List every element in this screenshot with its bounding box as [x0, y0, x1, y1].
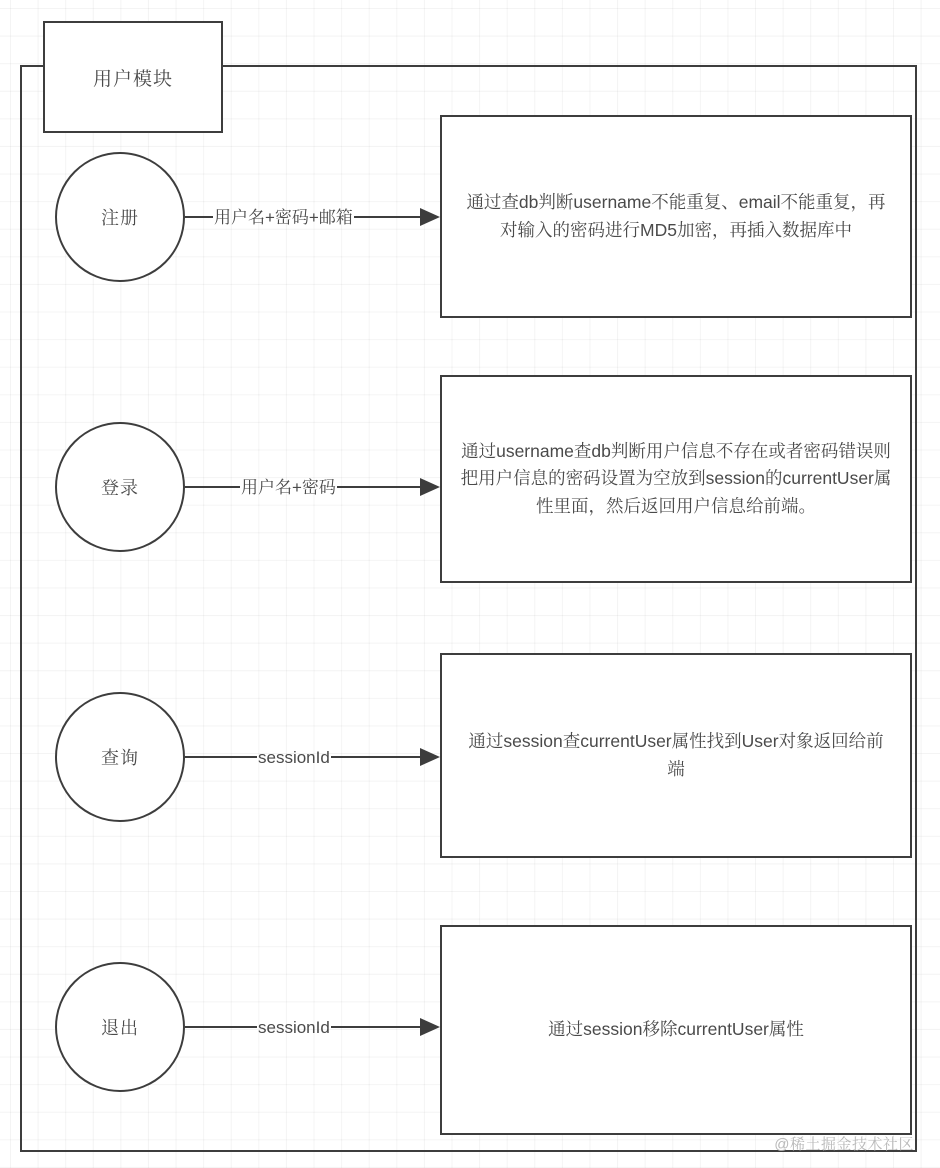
- connector-logout-label: sessionId: [258, 1017, 330, 1037]
- arrowhead-icon: [420, 478, 440, 496]
- node-query[interactable]: [55, 692, 185, 822]
- description-login-text: 通过username查db判断用户信息不存在或者密码错误则把用户信息的密码设置为空放到session的currentUser属性里面，然后返回用户信息给前端。: [460, 441, 892, 516]
- connector-login: [185, 473, 440, 501]
- description-query-text: 通过session查currentUser属性找到User对象返回给前端: [468, 731, 884, 779]
- connector-query-line-right: [331, 756, 420, 759]
- module-title-label: 用户模块: [92, 68, 173, 90]
- node-login-label: 登录: [101, 478, 139, 498]
- arrowhead-icon: [420, 208, 440, 226]
- connector-login-line-right: [337, 486, 420, 489]
- node-register[interactable]: [55, 152, 185, 282]
- node-logout-label: 退出: [101, 1018, 139, 1038]
- node-login[interactable]: [55, 422, 185, 552]
- description-login: [440, 375, 912, 583]
- connector-login-line-left: [185, 486, 240, 489]
- connector-logout: [185, 1013, 440, 1041]
- node-query-label: 查询: [101, 748, 139, 768]
- connector-query-line-left: [185, 756, 257, 759]
- connector-logout-line-right: [331, 1026, 420, 1029]
- connector-query-label: sessionId: [258, 747, 330, 767]
- description-logout: [440, 925, 912, 1135]
- description-query: [440, 653, 912, 858]
- description-register-text: 通过查db判断username不能重复、email不能重复，再对输入的密码进行MD5加密，再插入数据库中: [466, 192, 886, 240]
- arrowhead-icon: [420, 748, 440, 766]
- node-logout[interactable]: [55, 962, 185, 1092]
- connector-query: [185, 743, 440, 771]
- watermark-label: @稀土掘金技术社区: [774, 1136, 914, 1153]
- description-logout-text: 通过session移除currentUser属性: [548, 1019, 804, 1040]
- description-register: [440, 115, 912, 318]
- connector-register-line-left: [185, 216, 213, 219]
- arrowhead-icon: [420, 1018, 440, 1036]
- connector-register-line-right: [354, 216, 420, 219]
- connector-login-label: 用户名+密码: [241, 477, 336, 497]
- connector-logout-line-left: [185, 1026, 257, 1029]
- connector-register-label: 用户名+密码+邮箱: [214, 207, 353, 227]
- connector-register: [185, 203, 440, 231]
- node-register-label: 注册: [101, 208, 139, 228]
- module-title-box: [43, 21, 223, 133]
